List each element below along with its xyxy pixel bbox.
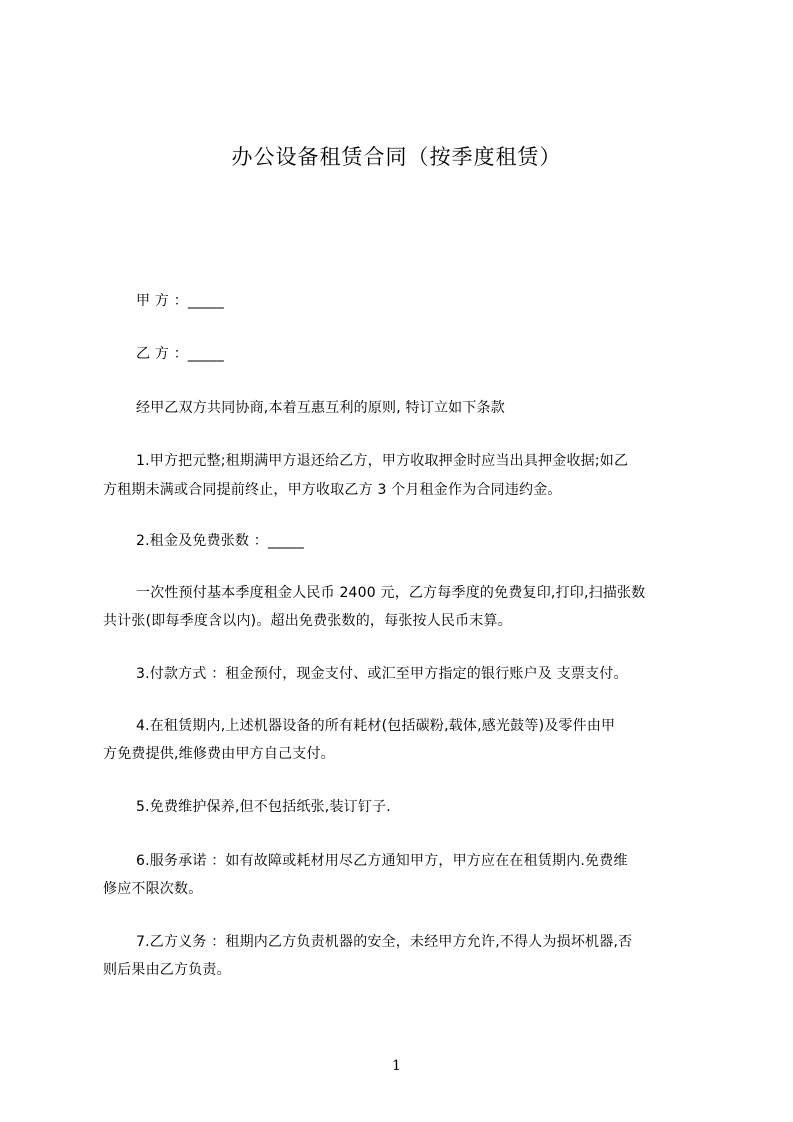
clause-7-line-1: 7.乙方义务 ：租期内乙方负责机器的安全，未经甲方允许,不得人为损坏机器,否 — [136, 934, 633, 950]
clause-5-line: 5.免费维护保养,但不包括纸张,装订钉子. — [136, 799, 391, 815]
clause-3-line: 3.付款方式 ：租金预付，现金支付、或汇至甲方指定的银行账户及 支票支付。 — [136, 666, 628, 682]
clause-2-body-line-2: 共计张(即每季度含以内)。超出免费张数的，每张按人民币末算。 — [103, 613, 512, 629]
clause-7-line-2: 则后果由乙方负责。 — [103, 962, 231, 978]
party-b-line: 乙 方 ：_____ — [136, 346, 224, 362]
clause-6-line-2: 修应不限次数。 — [103, 881, 203, 897]
clause-6-line-1: 6.服务承诺 ：如有故障或耗材用尽乙方通知甲方，甲方应在在租赁期内.免费维 — [136, 853, 628, 869]
party-a-line: 甲 方 ：_____ — [136, 293, 224, 309]
clause-1-line-2: 方租期未满或合同提前终止，甲方收取乙方 3 个月租金作为合同违约金。 — [103, 482, 562, 498]
intro-paragraph: 经甲乙双方共同协商,本着互惠互利的原则, 特订立如下条款 — [136, 400, 505, 416]
clause-4-line-1: 4.在租赁期内,上述机器设备的所有耗材(包括碳粉,载体,感光鼓等)及零件由甲 — [136, 718, 616, 734]
page-number: 1 — [392, 1058, 401, 1074]
clause-2-body-line-1: 一次性预付基本季度租金人民币 2400 元，乙方每季度的免费复印,打印,扫描张数 — [136, 585, 646, 601]
clause-1-line-1: 1.甲方把元整;租期满甲方退还给乙方，甲方收取押金时应当出具押金收据;如乙 — [136, 453, 629, 469]
clause-4-line-2: 方免费提供,维修费由甲方自己支付。 — [103, 746, 335, 762]
contract-title: 办公设备租赁合同（按季度租赁） — [231, 145, 562, 169]
clause-2-heading: 2.租金及免费张数 ：_____ — [136, 533, 305, 549]
